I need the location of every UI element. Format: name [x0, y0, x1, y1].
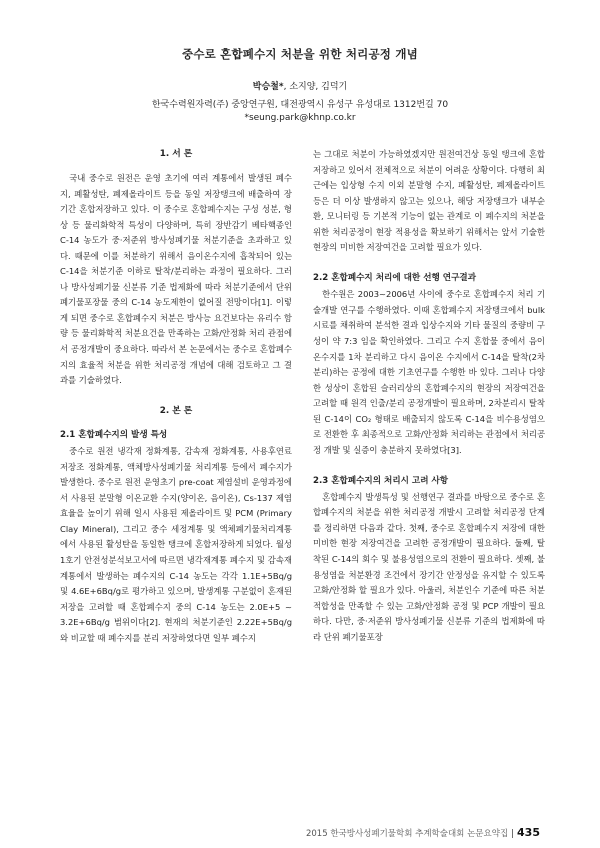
footer-separator: |: [511, 829, 515, 839]
subsection-2-3-paragraph: 혼합폐수지 발생특성 및 선행연구 결과를 바탕으로 중수로 혼합폐수지의 처분을 위한 처리공정 개발시 고려할 처리공정 단계를 정리하면 다음과 같다. 첫째, 중수로 혼합폐수지 저장에 대한 미비한 현장 저장여건을 고려한 공정개발이 필요하다. 둘째, 탈착된 C-14의 회수 및 불용성염으로의 전환이 필요하다. 셋째, 불용성염을 처분환경 조건에서 장기간 안정성을 유지할 수 있도록 고화/안정화 할 필요가 있다. 아울러, 처분인수 기준에 따른 처분적합성을 만족할 수 있는 고화/안정화 공정 및 PCP 개발이 필요하다. 다만, 중·저준위 방사성폐기물 신분류 기준의 법제화에 따라 단위 폐기물포장: [313, 491, 545, 642]
co-authors: , 소지양, 김덕기: [283, 82, 348, 92]
corresponding-author: 박승철*: [252, 82, 284, 92]
subsection-2-1-heading: 2.1 혼합폐수지의 발생 특성: [60, 430, 168, 441]
left-column: [60, 147, 292, 646]
contact-email[interactable]: *seung.park@khnp.co.kr: [244, 113, 356, 123]
affiliation: 한국수력원자력(주) 중앙연구원, 대전광역시 유성구 유성대로 1312번길 70: [151, 100, 449, 110]
subsection-2-2-heading: 2.2 혼합폐수지 처리에 대한 선행 연구결과: [313, 273, 477, 284]
section-1-heading: 1. 서 론: [159, 149, 193, 159]
paper-title: 중수로 혼합폐수지 처분을 위한 처리공정 개념: [182, 47, 418, 61]
continued-paragraph: 는 그대로 처분이 가능하였겠지만 원전여건상 동일 탱크에 혼합저장하고 있어서 전체적으로 처분이 어려운 상황이다. 다행히 최근에는 입상형 수지 이외 분말형 수지, 폐활성탄, 폐제올라이트 등은 더 이상 발생하지 않고는 있으나, 해당 저장탱크가 내부순환, 모니터링 등 기본적 기능이 없는 관계로 이 폐수지의 처분을 위한 처리공정이 현장 적용성을 확보하기 위해서는 앞서 기술한 현장의 미비한 저장여건을 고려할 필요가 있다.: [313, 149, 545, 253]
introduction-paragraph: 국내 중수로 원전은 운영 초기에 여러 계통에서 발생된 폐수지, 폐활성탄, 폐제올라이트 등을 동일 저장탱크에 배출하여 장기간 혼합저장하고 있다. 이 중수로 혼합폐수지는 구성 성분, 형상 등 물리화학적 특성이 다양하며, 특히 장반감기 베타핵종인 C-14 농도가 중·저준위 방사성폐기물 처분기준을 초과하고 있다. 때문에 이를 처분하기 위해서 음이온수지에 흡착되어 있는 C-14을 처분기준 이하로 탈착/분리하는 과정이 필요하다. 그러나 방사성폐기물 신분류 기준 법제화에 따라 처분기준에서 단위 폐기물포장물 중의 C-14 농도제한이 없어질 전망이다[1]. 이렇게 되면 중수로 혼합폐수지 처분은 방사능 요건보다는 유리수 함량 등 물리화학적 처분요건을 만족하는 고화/안정화 처리 관점에서 공정개발이 중요하다. 따라서 본 논문에서는 중수로 혼합폐수지의 효율적 처분을 위한 처리공정 개념에 대해 검토하고 그 결과를 기술하였다.: [60, 173, 292, 386]
section-2-heading: 2. 본 론: [159, 406, 193, 417]
right-column: [313, 147, 545, 645]
subsection-2-1-paragraph: 중수로 원전 냉각재 정화계통, 감속재 정화계통, 사용후연료 저장조 정화계통, 액체방사성폐기물 처리계통 등에서 폐수지가 발생한다. 중수로 원전 운영초기 pre-coat 제염설비 운영과정에서 사용된 분말형 이온교환 수지(양이온, 음이온), Cs-137 제염효율을 높이기 위해 일시 사용된 제올라이트 및 PCM (Primary Clay Mineral), 그리고 중수 세정계통 및 액체폐기물처리계통에서 사용된 활성탄을 동일한 탱크에 혼합저장하게 되었다. 월성 1호기 안전성분석보고서에 따르면 냉각재계통 폐수지 및 감속재 계통에서 발생하는 폐수지의 C-14 농도는 각각 1.1E+5Bq/g 및 4.6E+6Bq/g로 평가하고 있으며, 발생계통 구분없이 혼재된 저장을 고려할 때 혼합폐수지 중의 C-14 농도는 2.0E+5 ~ 3.2E+6Bq/g 범위이다[2]. 현재의 처분기준인 2.22E+5Bq/g와 비교할 때 폐수지를 분리 저장하였다면 일부 폐수지: [60, 446, 292, 643]
subsection-2-3-heading: 2.3 혼합폐수지의 처리시 고려 사항: [313, 475, 449, 486]
page-footer: [306, 826, 540, 839]
author-list: [0, 79, 600, 92]
subsection-2-2-paragraph: 한수원은 2003~2006년 사이에 중수로 혼합폐수지 처리 기술개발 연구를 수행하였다. 이때 혼합폐수지 저장탱크에서 bulk 시료를 채취하여 분석한 결과 입상수지와 기타 물질의 중량비 구성이 약 7:3 임을 확인하였다. 그리고 수지 혼합물 중에서 음이온수지를 1차 분리하고 다시 음이온 수지에서 C-14을 탈착(2차 분리)하는 공정에 대한 기초연구를 수행한 바 있다. 그러나 다양한 성상이 혼합된 슬러리상의 혼합폐수지의 현장의 저장여건을 고려할 때 원격 인출/분리 공정개발이 필요하며, 2차분리시 탈착된 C-14이 CO₂ 형태로 배출되지 않도록 C-14을 비수용성염으로 전환한 후 최종적으로 고화/안정화 처리하는 관점에서 처리공정 개발 및 실증이 충분하지 못하였다[3].: [313, 289, 545, 455]
page-number: 435: [517, 826, 540, 839]
conference-name: 2015 한국방사성폐기물학회 추계학술대회 논문요약집: [305, 829, 509, 839]
